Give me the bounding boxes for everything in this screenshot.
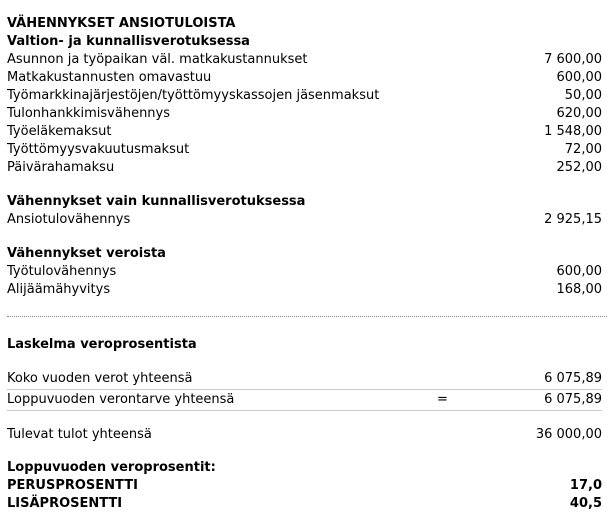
section2-heading-text: Vähennykset vain kunnallisverotuksessa bbox=[7, 194, 306, 209]
calculation-heading-text: Laskelma veroprosentista bbox=[7, 337, 197, 352]
deduction-row bbox=[7, 105, 602, 123]
deduction-value: 600,00 bbox=[556, 264, 602, 279]
total-taxes-row bbox=[7, 370, 602, 388]
deduction-label: Matkakustannusten omavastuu bbox=[7, 70, 212, 85]
deduction-label: Tulonhankkimisvähennys bbox=[7, 106, 171, 121]
deduction-value: 168,00 bbox=[556, 282, 602, 297]
additional-rate-value: 40,5 bbox=[569, 496, 602, 511]
deduction-row bbox=[7, 159, 602, 177]
deduction-label: Asunnon ja työpaikan väl. matkakustannukset bbox=[7, 52, 308, 67]
future-income-value: 36 000,00 bbox=[535, 427, 602, 442]
rates-heading-text: Loppuvuoden veroprosentit: bbox=[7, 460, 216, 475]
row-divider bbox=[7, 410, 602, 411]
rates-heading bbox=[7, 459, 602, 477]
deduction-value: 1 548,00 bbox=[544, 124, 602, 139]
base-rate-row bbox=[7, 477, 602, 495]
deduction-label: Alijäämähyvitys bbox=[7, 282, 111, 297]
equals-sign: = bbox=[437, 392, 448, 407]
section3-heading bbox=[7, 245, 602, 263]
deduction-value: 620,00 bbox=[556, 106, 602, 121]
section1-heading bbox=[7, 33, 602, 51]
section1-heading-text: Valtion- ja kunnallisverotuksessa bbox=[7, 34, 250, 49]
additional-rate-row bbox=[7, 495, 602, 513]
remaining-need-row bbox=[7, 391, 602, 409]
deduction-value: 2 925,15 bbox=[544, 212, 602, 227]
deduction-row bbox=[7, 51, 602, 69]
additional-rate-label: LISÄPROSENTTI bbox=[7, 496, 123, 511]
deduction-value: 50,00 bbox=[564, 88, 602, 103]
deduction-value: 72,00 bbox=[564, 142, 602, 157]
deduction-row bbox=[7, 123, 602, 141]
deduction-label: Ansiotulovähennys bbox=[7, 212, 131, 227]
total-taxes-label: Koko vuoden verot yhteensä bbox=[7, 371, 193, 386]
deduction-value: 600,00 bbox=[556, 70, 602, 85]
deduction-label: Työeläkemaksut bbox=[7, 124, 112, 139]
base-rate-label: PERUSPROSENTTI bbox=[7, 478, 138, 493]
deduction-row bbox=[7, 281, 602, 299]
deduction-row bbox=[7, 141, 602, 159]
deduction-row bbox=[7, 69, 602, 87]
future-income-row bbox=[7, 426, 602, 444]
future-income-label: Tulevat tulot yhteensä bbox=[7, 427, 152, 442]
calculation-heading bbox=[7, 336, 602, 354]
remaining-need-label: Loppuvuoden verontarve yhteensä bbox=[7, 392, 235, 407]
main-heading-text: VÄHENNYKSET ANSIOTULOISTA bbox=[7, 16, 236, 31]
remaining-need-value: 6 075,89 bbox=[544, 392, 602, 407]
deduction-row bbox=[7, 263, 602, 281]
deduction-value: 7 600,00 bbox=[544, 52, 602, 67]
section2-heading bbox=[7, 193, 602, 211]
deduction-label: Päivärahamaksu bbox=[7, 160, 115, 175]
main-heading bbox=[7, 15, 602, 33]
dotted-divider bbox=[7, 316, 607, 317]
section3-heading-text: Vähennykset veroista bbox=[7, 246, 166, 261]
deduction-label: Työmarkkinajärjestöjen/työttömyyskassojen jäsenmaksut bbox=[7, 88, 380, 103]
total-taxes-value: 6 075,89 bbox=[544, 371, 602, 386]
deduction-row bbox=[7, 211, 602, 229]
deduction-value: 252,00 bbox=[556, 160, 602, 175]
deduction-row bbox=[7, 87, 602, 105]
deduction-label: Työtulovähennys bbox=[7, 264, 117, 279]
deduction-label: Työttömyysvakuutusmaksut bbox=[7, 142, 190, 157]
row-divider bbox=[7, 389, 602, 390]
base-rate-value: 17,0 bbox=[569, 478, 602, 493]
